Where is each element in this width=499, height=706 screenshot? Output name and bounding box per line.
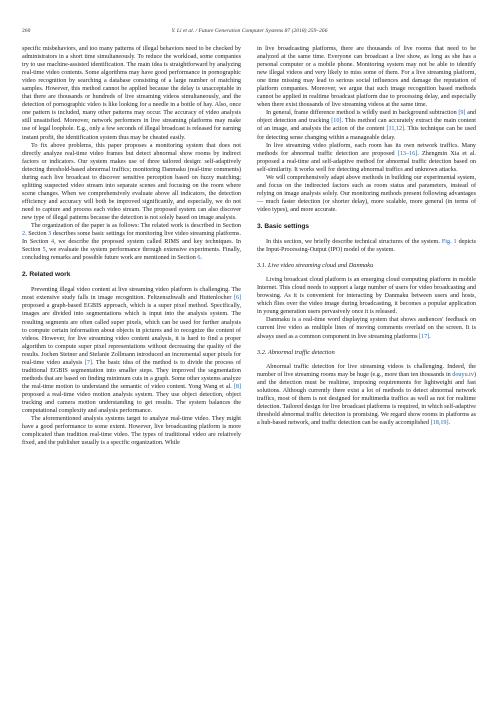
section-heading: 3. Basic settings — [257, 222, 310, 230]
journal-citation: Y. Li et al. / Future Generation Computer Systems 87 (2018) 259–266 — [171, 28, 328, 34]
paragraph: To fix above problems, this paper proposes a monitoring system that does not directly analyze real-time video frames but detect abnormal show rooms by indirect factors or indicators. Our system makes use of three tailored design: self-adaptively detecting threshold-based abnormal traffics; monitoring Danmaku (real-time comments) during each live broadcast to discover sensitive perception based on fuzzy matching; splitting suspected video stream into separate scenes and focusing on the room where scene changes. When we comprehensively evaluate above all indicators, the detection efficiency and accuracy will both be improved significantly, and especially, we do not need to capture and process each video stream. The proposed system can also discover new type of illegal patterns because the detection is not solely based on image analysis. — [22, 142, 241, 221]
right-column — [257, 45, 476, 427]
paragraph: We will comprehensively adapt above methods in building our experimental system, and focus on the indirected factors such as room status and parameters, instead of relying on image analysis solely. Our monitoring methods present following advantages — much faster detection (or shorter delay), more scalable, more general (in terms of video types), and more accurate. — [257, 174, 476, 213]
citation-link[interactable]: [9] — [458, 110, 466, 117]
text: . Zhengmin Xia et al. proposed a real-time and self-adaptive method for abnormal traffic detection based on self-similarity. It works well for detecting abnormal traffics and unknown attacks. — [257, 150, 476, 173]
running-header — [22, 28, 477, 38]
paragraph — [22, 286, 241, 415]
section-heading: 2. Related work — [22, 271, 71, 279]
left-column — [22, 45, 241, 447]
section-link[interactable]: 6 — [197, 255, 201, 262]
text: ) and the detection must be realtime, imposing requirements for lightweight and fast solutions. Although currently there exist a lot of methods to detect abnormal network traffics, most of them is not designed for multimedia traffics as well as not for realtime detection. Tailored design for live broadcast platforms is required, in which self-adaptive threshold abnormal traffic detection is promising. We regard show rooms in platforms as a hub-based network, and traffic detection can be easily accomplished — [257, 371, 476, 426]
paragraph: Living broadcast cloud platform is an emerging cloud computing platform in mobile Internet. This cloud needs to support a large number of users for video broadcasting and browsing. As it is convenient for interacting by Danmaku between users and hosts, which flies over the video image during broadcasting, it becomes a popular application in young generation users pervasively once it is released. — [257, 277, 476, 316]
paragraph — [257, 238, 476, 254]
section-link[interactable]: 4 — [51, 239, 55, 246]
figure-link[interactable]: Fig. 1 — [441, 239, 457, 246]
section-link[interactable]: 2 — [22, 231, 26, 238]
subsection-heading: 3.1. Live video streaming cloud and Danmaku — [257, 262, 374, 270]
text: proposed a graph-based EGBIS approach, which is a super pixel method. Specifically, images are divided into segmentations which is input into the analysis system. The resulting segments are often called super pixels, which can be used for further analysis to compute certain information about objects in pictures and to recognize the content of videos. However, for live streaming video content analysis, it is hard to find a proper algorithm to compute super pixel representations without decreasing the quality of the results. Jochen Steiner and Stefanie Zollmann introduced an incremental super pixels for real-time video analysis — [22, 303, 241, 366]
paragraph — [257, 316, 476, 340]
paragraph: in live broadcasting platforms, there are thousands of live rooms that need to be analyzed at the same time. Everyone can broadcast a live show, as long as she has a personal computer or a mobile phone. Monitoring system may not be able to identify new illegal videos and very likely to miss some of them. For a live streaming platform, one time missing may lead to serious social influences and damage the reputation of platform companies. Moreover, we argue that such image recognition based methods cannot be applied in realtime broadcast platform due to processing delay, and especially when there exist thousands of live streaming videos at the same time. — [257, 46, 476, 109]
text: Preventing illegal video content at live streaming video platform is challenging. The most extensive study falls in image recognition. Feltzenszhwalb and Huttenlocher — [22, 287, 241, 302]
text: In live streaming video platform, each room has its own network traffics. Many methods for abnormal traffic detection are proposed — [257, 142, 476, 157]
text: depicts the Input-Processing-Output (IPO) model of the system. — [257, 239, 476, 254]
text: , we describe the proposed system called RIMS and key techniques. In Section — [22, 239, 241, 254]
text: Abnormal traffic detection for live streaming videos is challenging. Indeed, the number of live streaming rooms may be huge (e.g., more than ten thousands in — [257, 363, 476, 378]
citation-link[interactable]: [17] — [419, 333, 430, 340]
citation-link[interactable]: [10] — [331, 118, 342, 125]
page-number: 260 — [22, 28, 31, 34]
text: In general, frame difference method is wildly used in background subtraction — [266, 110, 459, 117]
citation-link[interactable]: [18,19] — [430, 419, 449, 426]
url-link[interactable]: douyu.tv — [452, 371, 474, 378]
text: Danmaku is a real-time word displaying system that shows audiences' feedback on current live video as multiple lines of moving comments overlaid on the screen. It is always used as a common component in live streaming platforms — [257, 317, 476, 340]
text: In this section, we briefly describe technical structures of the system. — [266, 239, 442, 246]
paragraph — [257, 109, 476, 141]
citation-link[interactable]: [7] — [84, 359, 92, 366]
text: . The basic idea of the method is to divide the process of traditional EGBIS segmentation into smaller steps. They improved the segmentation methods that are based on finding minimum cuts in a graph. Some other systems analyze the real-time motion to understand the semantic of video content. Yong Wang et al. — [22, 359, 241, 390]
text: The organization of the paper is as follows: The related work is described in Section — [31, 223, 241, 230]
section-link[interactable]: 3 — [48, 231, 52, 238]
text: . This technique can be used for detecting sense changing within a manageable delay. — [257, 126, 476, 141]
text: describes some basic settings for monitoring live video streaming platforms. In Section — [22, 231, 241, 246]
citation-link[interactable]: [6] — [233, 295, 241, 302]
subsection-heading: 3.2. Abnormal traffic detection — [257, 348, 335, 356]
paragraph: The aforementioned analysis systems target to analyze real-time video. They might have a good performance to some extent. However, live broadcasting platform is more complicated than tradition real-time video. The types of traditional video are relatively fixed, and the publisher usually is a specific organization. While — [22, 416, 241, 447]
paragraph — [22, 222, 241, 262]
section-link[interactable]: 5 — [42, 247, 46, 254]
citation-link[interactable]: [8] — [233, 383, 241, 390]
text: . — [429, 333, 431, 340]
text: and object detection and tracking — [257, 110, 476, 125]
paragraph: specific misbehaviors, and too many patterns of illegal behaviors need to be checked by administrators in a short time simultaneously. To reduce the workload, some companies try to use machine-assisted identification. The main idea is straightforward by analyzing real-time video contents. Some algorithms may have good performance in pornographic video recognition by searching a database consisting of a large number of matching samples. However, this method cannot be applied because the delay is unacceptable in that there are thousands or hundreds of live streaming videos simultaneously, and the detection of pornographic video is like looking for a needle in a bottle of hay. Also, once one pattern is included, many other patterns may occur. The accuracy of video analysis still unsatisfied. Moreover, network performers in live streaming platforms may make use of legal loophole. E.g., only a few seconds of illegal broadcast is released for earning instant profit, the identification system thus may be cheated easily. — [22, 46, 241, 141]
text: , we evaluate the system performance through extensive experiments. Finally, concluding remarks and possible future work are mentioned in Section — [22, 247, 241, 262]
text: . This method can accurately extract the main content of an image, and analysis the action of the content — [257, 118, 476, 133]
text: . — [200, 255, 202, 262]
paragraph — [257, 363, 476, 427]
text: proposed a real-time video motion analysis system. They use object detection, object tracking and camera motion understanding to get results. The system balances the computational complexity and analysis performance. — [22, 391, 241, 415]
text: . — [448, 419, 451, 426]
text: . Section — [25, 231, 49, 238]
citation-link[interactable]: [13–16] — [397, 150, 418, 157]
citation-link[interactable]: [11,12] — [386, 126, 405, 133]
paragraph — [257, 142, 476, 174]
